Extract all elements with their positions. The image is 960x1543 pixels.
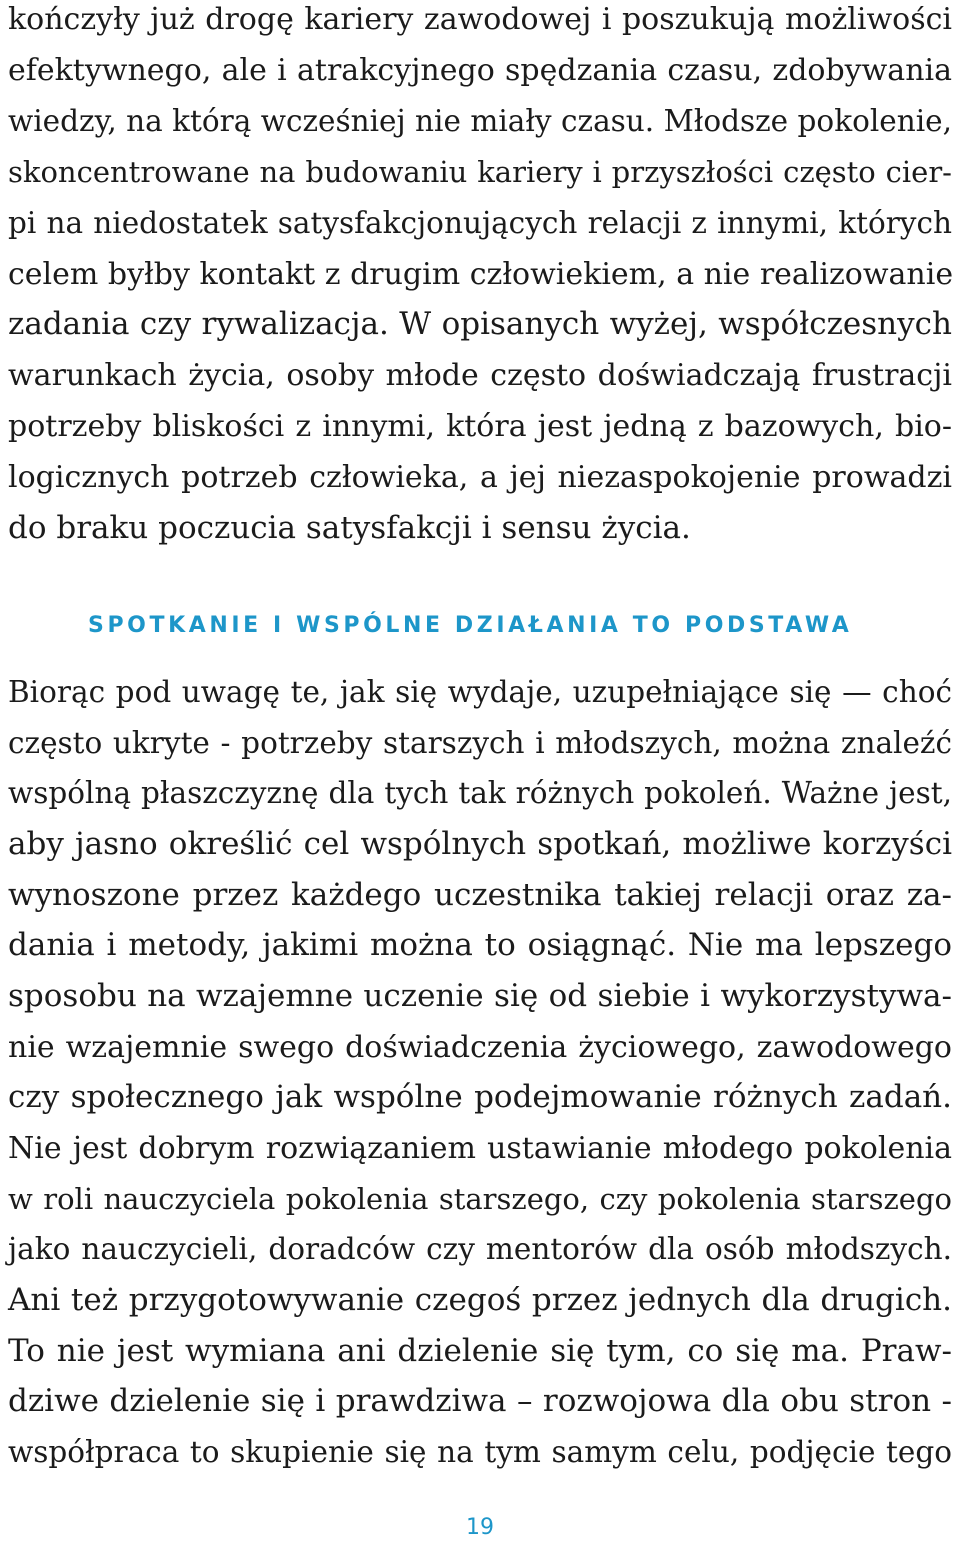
text-line: do braku poczucia satysfakcji i sensu życia. xyxy=(8,510,691,546)
text-line: czy społecznego jak wspólne podejmowanie różnych zadań. xyxy=(8,1079,952,1115)
text-line: zadania czy rywalizacja. W opisanych wyżej, współczesnych xyxy=(8,306,952,342)
text-line: Ani też przygotowywanie czegoś przez jednych dla drugich. xyxy=(8,1282,952,1318)
text-line: dziwe dzielenie się i prawdziwa – rozwojowa dla obu stron - xyxy=(8,1383,952,1419)
text-line: aby jasno określić cel wspólnych spotkań, możliwe korzyści xyxy=(8,826,952,862)
text-line: pi na niedostatek satysfakcjonujących relacji z innymi, których xyxy=(8,206,952,240)
section-heading: SPOTKANIE I WSPÓLNE DZIAŁANIA TO PODSTAWA xyxy=(88,613,853,638)
text-line: warunkach życia, osoby młode często doświadczają frustracji xyxy=(8,358,952,393)
text-line: sposobu na wzajemne uczenie się od siebie i wykorzystywa- xyxy=(8,978,952,1014)
text-line: logicznych potrzeb człowieka, a jej niezaspokojenie prowadzi xyxy=(8,460,952,495)
page-number: 19 xyxy=(466,1515,494,1540)
text-line: współpraca to skupienie się na tym samym celu, podjęcie tego xyxy=(8,1435,952,1469)
text-line: efektywnego, ale i atrakcyjnego spędzania czasu, zdobywania xyxy=(8,53,952,88)
text-line: wspólną płaszczyznę dla tych tak różnych pokoleń. Ważne jest, xyxy=(8,776,952,810)
text-line: wiedzy, na którą wcześniej nie miały czasu. Młodsze pokolenie, xyxy=(8,104,952,138)
text-line: kończyły już drogę kariery zawodowej i poszukują możliwości xyxy=(8,2,952,37)
text-line: nie wzajemnie swego doświadczenia życiowego, zawodowego xyxy=(8,1030,952,1065)
text-line: Biorąc pod uwagę te, jak się wydaje, uzupełniające się — choć xyxy=(8,675,952,709)
text-line: potrzeby bliskości z innymi, która jest jedną z bazowych, bio- xyxy=(8,409,952,444)
text-line: skoncentrowane na budowaniu kariery i przyszłości często cier- xyxy=(8,155,952,189)
text-line: Nie jest dobrym rozwiązaniem ustawianie młodego pokolenia xyxy=(8,1131,952,1166)
text-line: wynoszone przez każdego uczestnika takiej relacji oraz za- xyxy=(8,877,952,913)
text-line: w roli nauczyciela pokolenia starszego, czy pokolenia starszego xyxy=(8,1182,952,1216)
text-line: dania i metody, jakimi można to osiągnąć. Nie ma lepszego xyxy=(8,927,952,963)
text-line: celem byłby kontakt z drugim człowiekiem, a nie realizowanie xyxy=(8,257,954,292)
text-line: jako nauczycieli, doradców czy mentorów dla osób młodszych. xyxy=(8,1232,952,1266)
text-line: często ukryte - potrzeby starszych i młodszych, można znaleźć xyxy=(8,726,952,760)
text-line: To nie jest wymiana ani dzielenie się tym, co się ma. Praw- xyxy=(8,1333,952,1369)
